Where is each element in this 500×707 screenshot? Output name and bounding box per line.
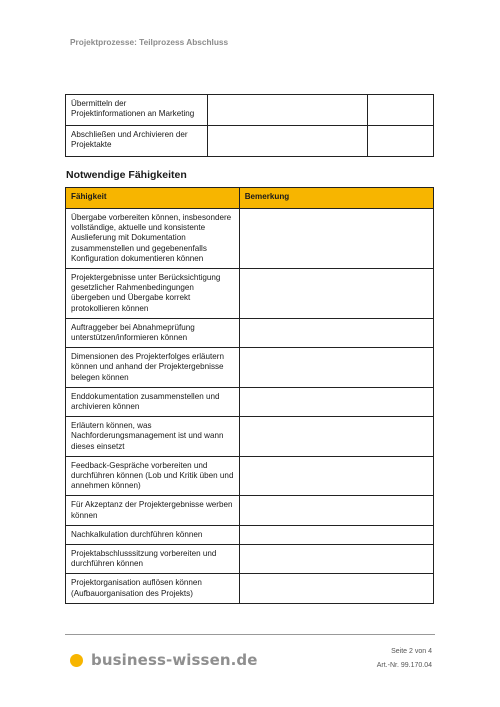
- table-cell: Übermitteln der Projektinformationen an Marketing: [66, 95, 208, 126]
- remark-cell: [239, 496, 433, 525]
- logo: [70, 651, 258, 669]
- table-row: [66, 545, 434, 574]
- footer-divider: [65, 634, 435, 635]
- article-number: Art.-Nr. 99.170.04: [376, 662, 432, 669]
- logo-text: business-wissen.de: [91, 651, 258, 669]
- table-cell: Abschließen und Archivieren der Projektakte: [66, 126, 208, 157]
- table-header-row: [66, 188, 434, 209]
- remark-cell: [239, 417, 433, 457]
- table-row: [66, 525, 434, 544]
- remark-cell: [239, 269, 433, 319]
- table-cell: [207, 126, 367, 157]
- table-row: [66, 95, 434, 126]
- skill-cell: Nachkalkulation durchführen können: [66, 525, 240, 544]
- table-row: [66, 209, 434, 269]
- skill-cell: Erläutern können, was Nachforderungsmanagement ist und wann dieses einsetzt: [66, 417, 240, 457]
- skill-cell: Für Akzeptanz der Projektergebnisse werben können: [66, 496, 240, 525]
- skill-cell: Dimensionen des Projekterfolges erläutern können und anhand der Projektergebnisse belegen können: [66, 348, 240, 388]
- table-cell: [368, 126, 434, 157]
- table-row: [66, 387, 434, 416]
- table-cell: [207, 95, 367, 126]
- logo-dot-icon: [70, 654, 83, 667]
- skill-cell: Projektorganisation auflösen können (Aufbauorganisation des Projekts): [66, 574, 240, 603]
- remark-cell: [239, 456, 433, 496]
- table-row: [66, 417, 434, 457]
- skill-cell: Enddokumentation zusammenstellen und archivieren können: [66, 387, 240, 416]
- remark-cell: [239, 387, 433, 416]
- remark-cell: [239, 525, 433, 544]
- column-header-remark: Bemerkung: [239, 188, 433, 209]
- skill-cell: Projektabschlusssitzung vorbereiten und durchführen können: [66, 545, 240, 574]
- skill-cell: Projektergebnisse unter Berücksichtigung gesetzlicher Rahmenbedingungen übergeben und Übergabe korrekt protokollieren können: [66, 269, 240, 319]
- skill-cell: Feedback-Gespräche vorbereiten und durchführen können (Lob und Kritik üben und annehmen können): [66, 456, 240, 496]
- process-steps-table: [65, 94, 434, 157]
- table-row: [66, 126, 434, 157]
- skills-table: [65, 187, 434, 604]
- table-row: [66, 269, 434, 319]
- remark-cell: [239, 318, 433, 347]
- table-row: [66, 318, 434, 347]
- remark-cell: [239, 348, 433, 388]
- table-row: [66, 348, 434, 388]
- page-number: Seite 2 von 4: [391, 648, 432, 655]
- remark-cell: [239, 545, 433, 574]
- remark-cell: [239, 209, 433, 269]
- table-row: [66, 574, 434, 603]
- section-heading: Notwendige Fähigkeiten: [66, 169, 187, 181]
- remark-cell: [239, 574, 433, 603]
- column-header-skill: Fähigkeit: [66, 188, 240, 209]
- table-row: [66, 496, 434, 525]
- table-cell: [368, 95, 434, 126]
- table-row: [66, 456, 434, 496]
- skill-cell: Übergabe vorbereiten können, insbesondere vollständige, aktuelle und konsistente Auslieferung mit Dokumentation zusammenstellen und gegebenenfalls Konfiguration dokumentieren können: [66, 209, 240, 269]
- page-header-title: Projektprozesse: Teilprozess Abschluss: [70, 37, 229, 47]
- skill-cell: Auftraggeber bei Abnahmeprüfung unterstützen/informieren können: [66, 318, 240, 347]
